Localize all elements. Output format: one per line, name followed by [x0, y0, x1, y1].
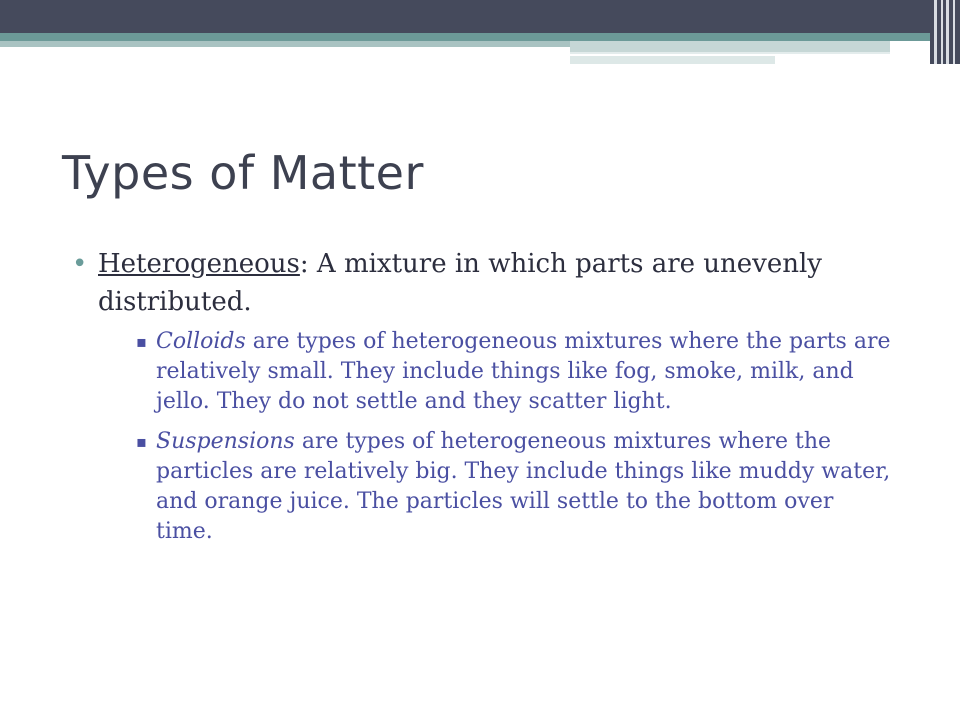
- bullet-dot-icon: •: [72, 249, 88, 279]
- sub-bullet-term: Suspensions: [156, 429, 295, 454]
- sub-bullet-text: are types of heterogeneous mixtures where the particles are relatively big. They include things like muddy water, and orange juice. The particles will settle to the bottom over time.: [156, 429, 891, 544]
- main-bullet-term: Heterogeneous: [98, 249, 300, 279]
- header-step-line: [570, 52, 890, 54]
- header-step-low: [570, 56, 775, 64]
- sub-bullet-colloids: [136, 327, 892, 417]
- sub-bullet-suspensions: [136, 427, 892, 547]
- sub-bullet-text: are types of heterogeneous mixtures where the parts are relatively small. They include things like fog, smoke, milk, and jello. They do not settle and they scatter light.: [156, 329, 891, 414]
- main-bullet: [72, 245, 892, 321]
- sub-bullet-term: Colloids: [156, 329, 246, 354]
- square-bullet-icon: ▪: [136, 432, 147, 451]
- main-bullet-text: : A mixture in which parts are unevenly distributed.: [98, 249, 822, 317]
- header-step-band: [570, 41, 890, 52]
- slide-title: Types of Matter: [62, 146, 424, 200]
- header-stripe: [953, 0, 955, 64]
- header-teal-band: [0, 33, 930, 41]
- header-dark-band: [0, 0, 930, 33]
- header-light-band: [0, 41, 570, 47]
- header-stripe: [941, 0, 943, 64]
- square-bullet-icon: ▪: [136, 332, 147, 351]
- header-stripe: [946, 0, 949, 64]
- header-stripe: [934, 0, 937, 64]
- slide-body: [72, 245, 892, 547]
